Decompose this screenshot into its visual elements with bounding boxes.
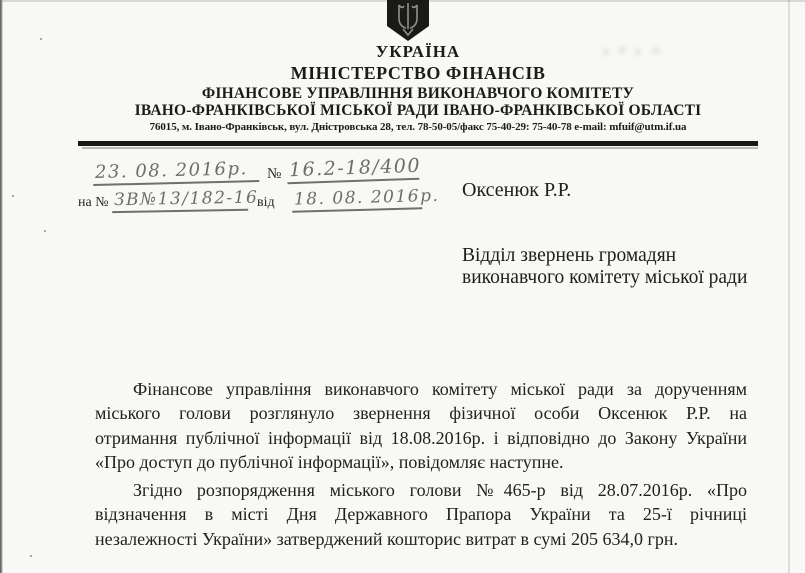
incoming-date-handwritten: 18. 08. 2016р. [292,186,423,212]
recipient-department-line1: Відділ звернень громадян [462,245,677,266]
body-line: Фінансове управління виконавчого комітету міської ради за дорученням [133,379,747,399]
incoming-number-handwritten: ЗВ№13/182-16 [112,188,248,213]
body-line: міського голови розглянуло звернення фізичної особи Оксенюк Р.Р. на [95,403,747,424]
number-label: № [267,166,282,182]
scan-edge-left [0,0,3,573]
scan-speck [44,230,46,232]
body-line: отримання публічної інформації від 18.08.2016р. і відповідно до Закону України [95,427,747,448]
outgoing-number-handwritten: 16.2-18/400 [287,155,420,185]
letterhead-country: УКРАЇНА [375,42,461,61]
paragraph-2 [95,478,747,551]
body-line: відзначення в місті Дня Державного Прапора України та 25-ї річниці [95,504,747,525]
scan-speck [40,38,42,40]
body-line: незалежності України» затверджений кошторис витрат в сумі 205 634,0 грн. [95,528,678,549]
letterhead-department-line2: ІВАНО-ФРАНКІВСЬКОЇ МІСЬКОЇ РАДИ ІВАНО-ФРАНКІВСЬКОЇ ОБЛАСТІ [134,102,702,119]
from-label: від [257,195,275,210]
scan-edge-right [788,0,790,573]
body-line: «Про доступ до публічної інформації», повідомляє наступне. [95,451,564,472]
recipient-department-line2: виконавчого комітету міської ради [462,267,748,288]
paragraph-1 [95,377,747,474]
scan-speck [12,195,14,197]
ukraine-trident-icon [386,0,430,42]
letter-body [95,377,747,551]
letterhead-rule [78,141,758,146]
body-line: Згідно розпорядження міського голови №465-р від 28.07.2016р. «Про [133,480,747,501]
reply-to-label: на № [78,195,109,210]
letterhead-address: 76015, м. Івано-Франківськ, вул. Дністровська 28, тел. 78-50-05/факс 75-40-29: 75-40-78 e-mail: mfuif@utm.if.ua [149,121,687,133]
recipient-name: Оксенюк Р.Р. [462,179,572,201]
outgoing-date-handwritten: 23. 08. 2016р. [93,158,260,186]
letterhead-rule-shadow [82,147,758,149]
scan-speck [30,555,32,557]
letterhead-department-line1: ФІНАНСОВЕ УПРАВЛІННЯ ВИКОНАВЧОГО КОМІТЕТУ [201,85,635,102]
letterhead-ministry: МІНІСТЕРСТВО ФІНАНСІВ [290,63,546,83]
